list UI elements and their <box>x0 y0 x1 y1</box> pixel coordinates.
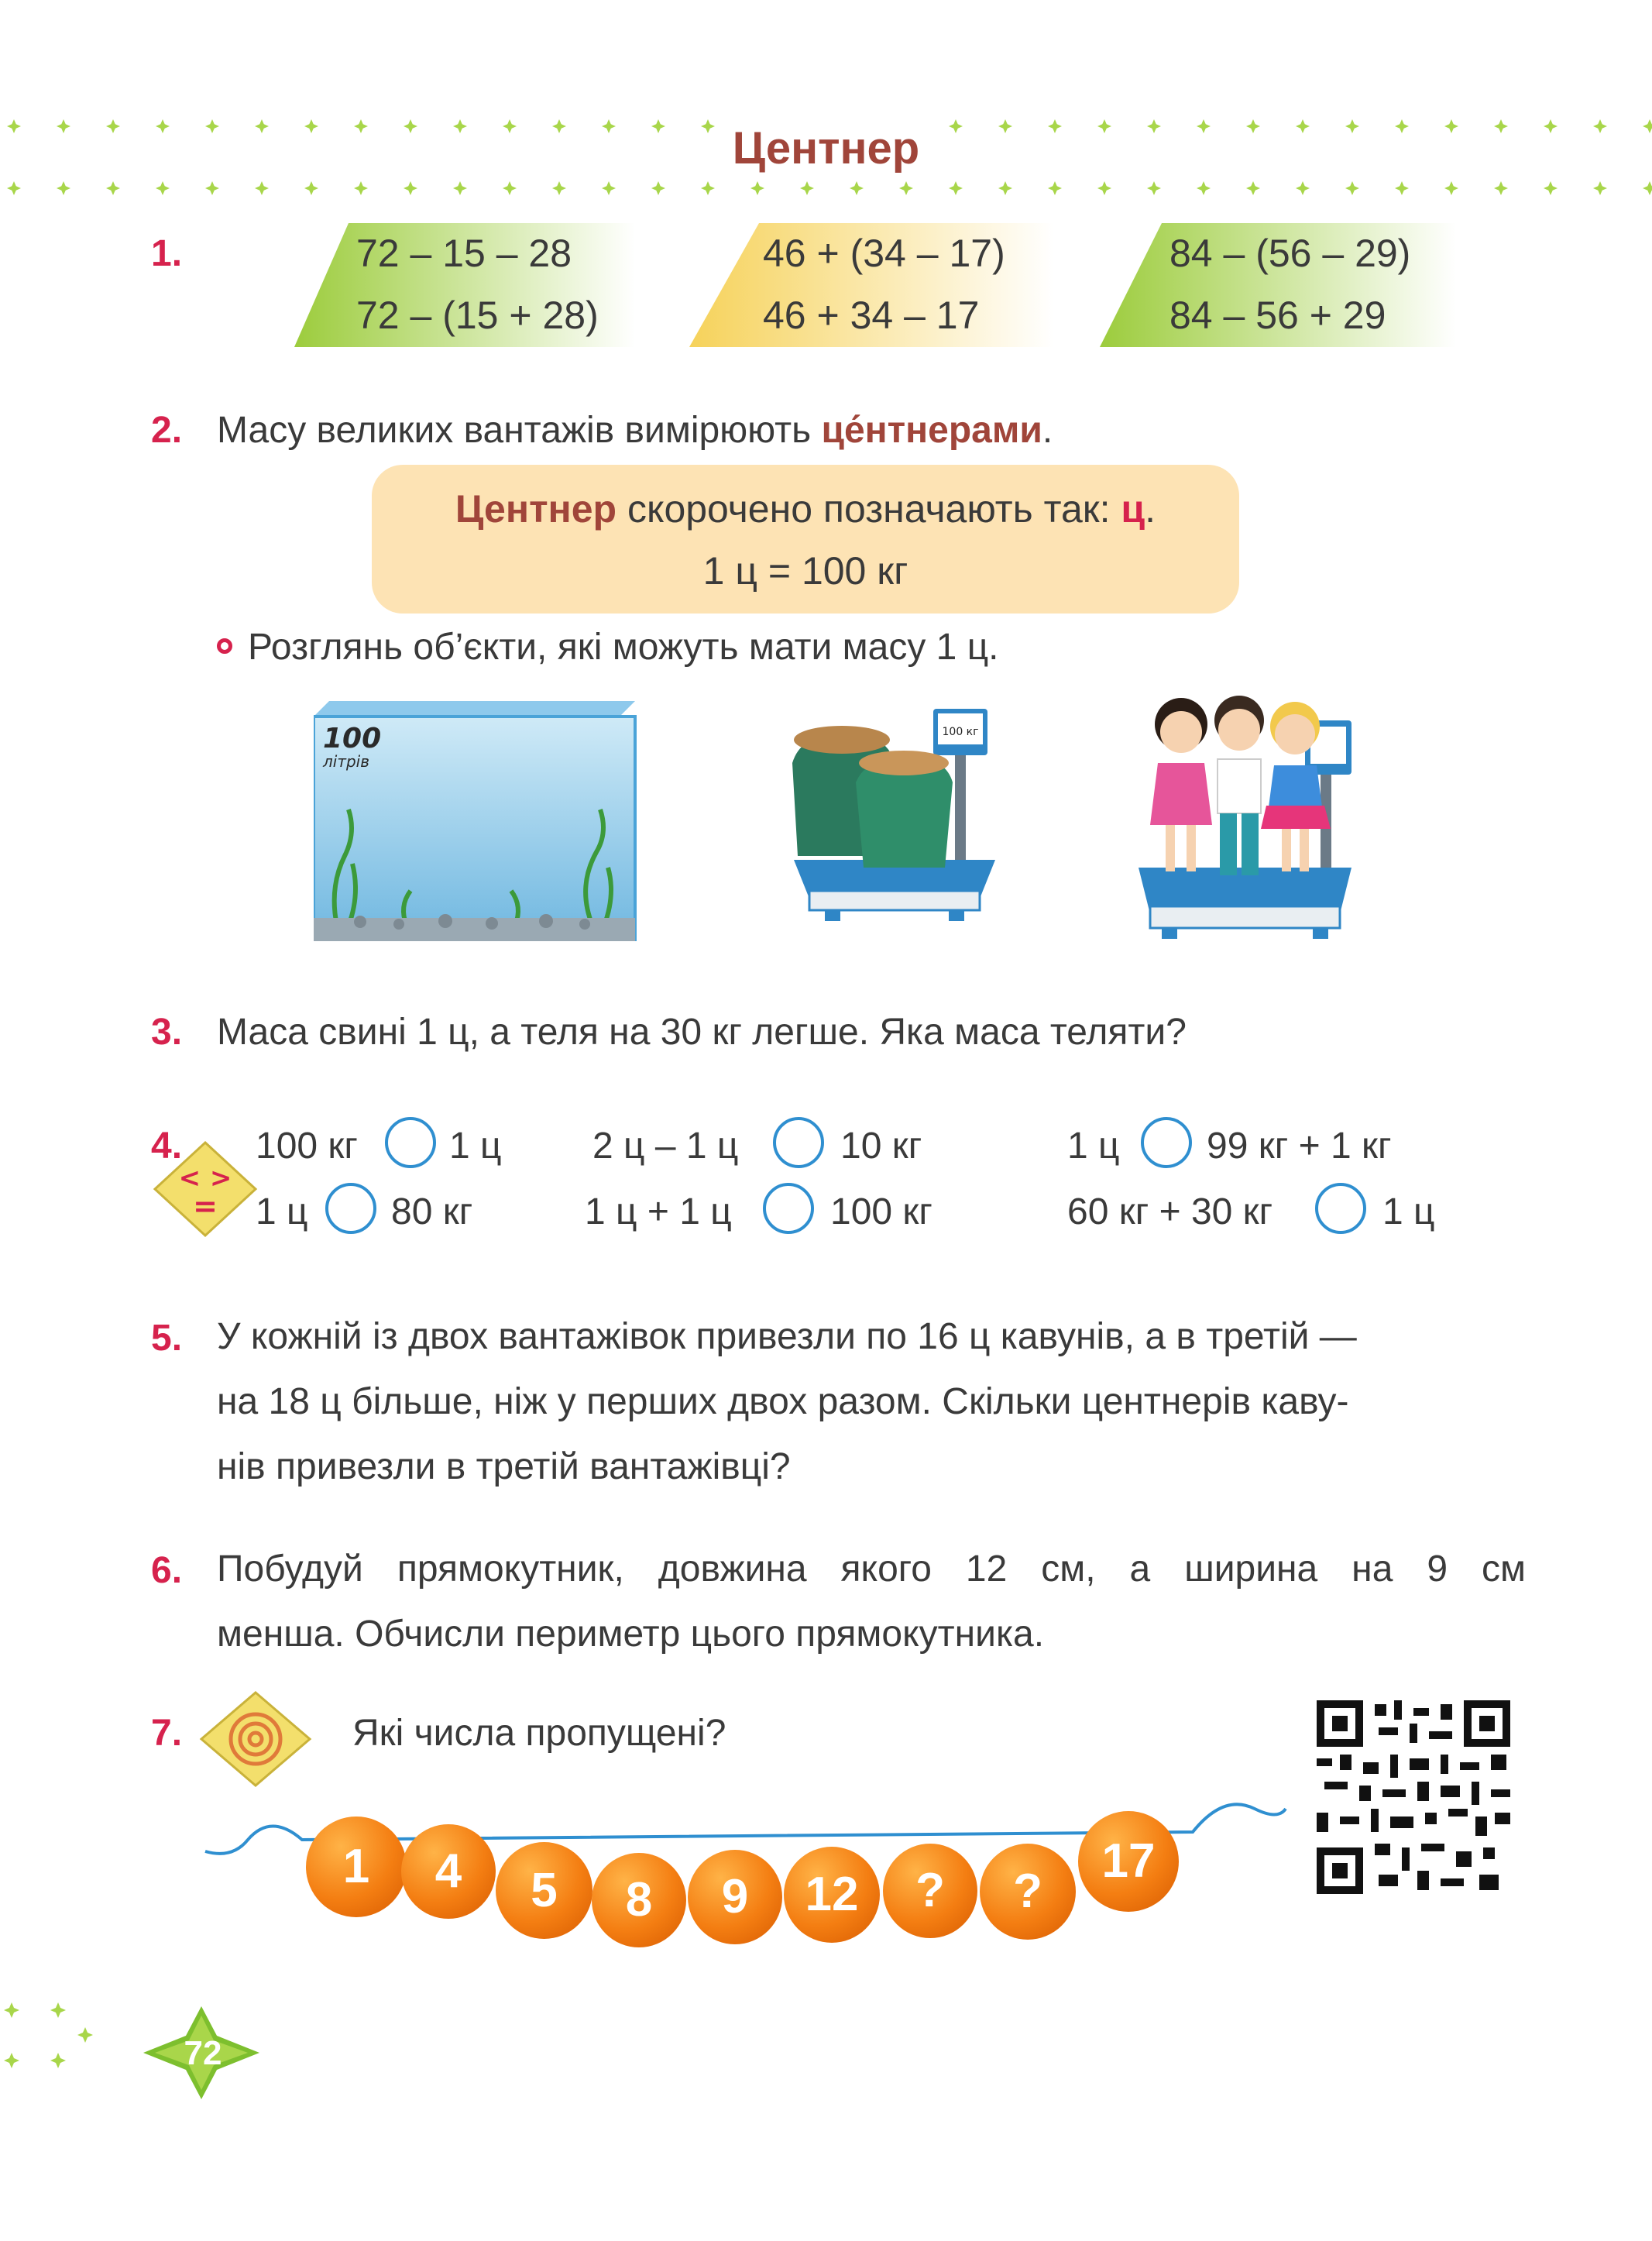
aquarium-label-number: 100 <box>323 723 382 754</box>
task2-bullet-text: Розглянь об’єкти, які можуть мати масу 1 ц. <box>248 627 999 668</box>
info-line-1: Центнер скорочено позначають так: ц. <box>455 487 1156 531</box>
task6-number: 6. <box>151 1550 183 1591</box>
cmp-1-3-left: 1 ц <box>1067 1126 1120 1167</box>
task1-expr-1b: 72 – (15 + 28) <box>356 294 599 337</box>
svg-text:< >: < > <box>178 1163 232 1194</box>
page-title: Центнер <box>732 123 920 174</box>
bead-1: 1 <box>306 1817 407 1917</box>
task3-text: Маса свині 1 ц, а теля на 30 кг легше. Яка маса теляти? <box>217 1012 1187 1053</box>
task1-expr-1a: 72 – 15 – 28 <box>356 232 572 275</box>
cmp-2-3-right: 1 ц <box>1382 1191 1435 1232</box>
page-number-badge <box>139 2006 263 2099</box>
task3-number: 3. <box>151 1012 183 1053</box>
cmp-2-1-left: 1 ц <box>256 1191 308 1232</box>
cmp-2-1-right: 80 кг <box>391 1191 473 1232</box>
bead-2: 4 <box>401 1824 496 1919</box>
cmp-2-1-circle[interactable] <box>325 1183 376 1234</box>
cmp-1-1-left: 100 кг <box>256 1126 358 1167</box>
task1-number: 1. <box>151 233 183 274</box>
cmp-2-3-circle[interactable] <box>1315 1183 1366 1234</box>
bead-5: 9 <box>688 1850 782 1944</box>
aquarium-illustration <box>314 701 639 941</box>
cmp-1-3-right: 99 кг + 1 кг <box>1207 1126 1392 1167</box>
cmp-2-2-right: 100 кг <box>830 1191 932 1232</box>
top-dots-row-2 <box>0 177 1652 200</box>
compare-signs-icon <box>151 1139 259 1239</box>
task5-number: 5. <box>151 1318 183 1359</box>
scale-display: 100 кг <box>942 726 979 738</box>
task2-statement: Масу великих вантажів вимірюють це́нтнерами. <box>217 410 1053 451</box>
task5-line-3: нів привезли в третій вантажівці? <box>217 1446 791 1487</box>
task1-expr-3b: 84 – 56 + 29 <box>1169 294 1386 337</box>
bottom-dots <box>0 1995 93 2080</box>
children-scale-illustration <box>1131 689 1355 961</box>
task1-expr-2a: 46 + (34 – 17) <box>763 232 1005 275</box>
bullet-icon <box>217 638 232 654</box>
bead-6: 12 <box>784 1847 880 1943</box>
task5-text <box>217 1304 1526 1500</box>
page-number: 72 <box>184 2034 222 2072</box>
info-line-2: 1 ц = 100 кг <box>702 549 908 593</box>
cmp-2-2-circle[interactable] <box>763 1183 814 1234</box>
cmp-2-2-left: 1 ц + 1 ц <box>585 1191 732 1232</box>
task1-expr-3a: 84 – (56 – 29) <box>1169 232 1411 275</box>
task5-line-1: У кожній із двох вантажівок привезли по 16 ц кавунів, а в третій — <box>217 1316 1357 1357</box>
task4-number: 4. <box>151 1126 183 1167</box>
bead-4: 8 <box>592 1853 686 1947</box>
task2-number: 2. <box>151 410 183 451</box>
svg-text:=: = <box>193 1189 218 1223</box>
task7-number: 7. <box>151 1713 183 1754</box>
puzzle-icon <box>197 1689 314 1789</box>
task7-text: Які числа пропущені? <box>352 1713 726 1754</box>
bead-3: 5 <box>496 1842 592 1939</box>
cmp-1-1-circle[interactable] <box>385 1117 436 1168</box>
bead-9: 17 <box>1078 1811 1179 1912</box>
bead-7[interactable]: ? <box>883 1844 977 1938</box>
info-box <box>372 465 1239 614</box>
task6-line-1: Побудуй прямокутник, довжина якого 12 см, а ширина на 9 см <box>217 1548 1526 1590</box>
cmp-1-1-right: 1 ц <box>449 1126 502 1167</box>
sacks-scale-illustration <box>786 701 1011 941</box>
qr-code <box>1317 1700 1510 1894</box>
cmp-1-2-circle[interactable] <box>773 1117 824 1168</box>
task6-text <box>217 1537 1526 1667</box>
aquarium-label-unit: літрів <box>323 752 370 771</box>
cmp-2-3-left: 60 кг + 30 кг <box>1067 1191 1273 1232</box>
task1-expr-2b: 46 + 34 – 17 <box>763 294 980 337</box>
task6-line-2: менша. Обчисли периметр цього прямокутника. <box>217 1614 1045 1655</box>
cmp-1-3-circle[interactable] <box>1141 1117 1192 1168</box>
task5-line-2: на 18 ц більше, ніж у перших двох разом. Скільки центнерів каву- <box>217 1381 1349 1422</box>
bead-8[interactable]: ? <box>980 1844 1076 1940</box>
cmp-1-2-left: 2 ц – 1 ц <box>592 1126 739 1167</box>
cmp-1-2-right: 10 кг <box>840 1126 922 1167</box>
